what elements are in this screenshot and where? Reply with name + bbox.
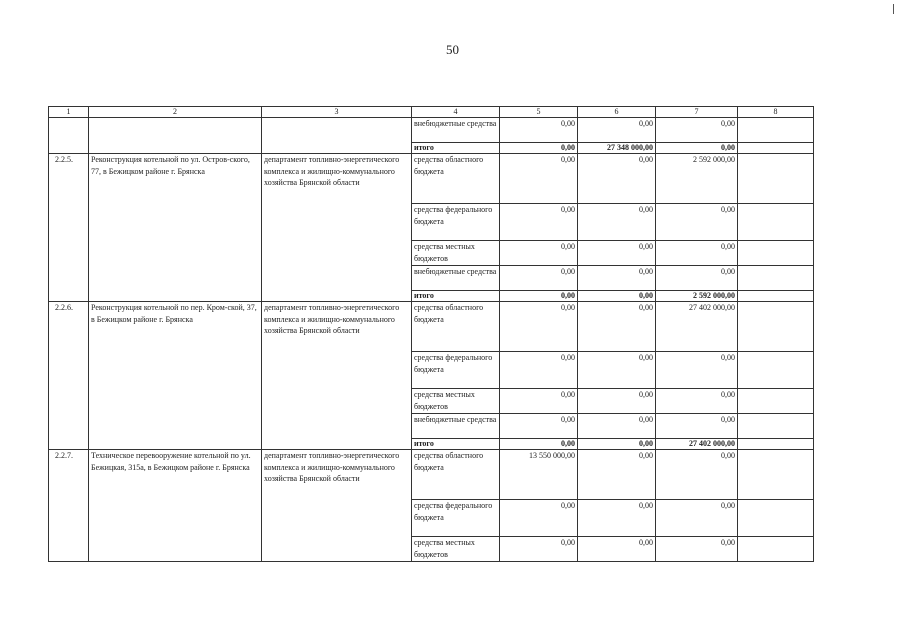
amount-cell-c7: 27 402 000,00: [656, 302, 738, 352]
amount-cell-c8: [738, 450, 814, 500]
source-cell: средства областного бюджета: [412, 450, 500, 500]
amount-cell-c8: [738, 266, 814, 291]
source-cell: средства местных бюджетов: [412, 537, 500, 562]
amount-cell-c6: 0,00: [578, 389, 656, 414]
item-name: Реконструкция котельной по ул. Остров-ского, 77, в Бежицком районе г. Брянска: [89, 154, 262, 302]
amount-cell-c5: 0,00: [500, 154, 578, 204]
amount-cell-c6: 0,00: [578, 154, 656, 204]
source-cell: средства федерального бюджета: [412, 352, 500, 389]
amount-cell-c7: 27 402 000,00: [656, 439, 738, 450]
funding-table: [48, 106, 814, 562]
amount-cell-c6: 0,00: [578, 118, 656, 143]
amount-cell-c5: 0,00: [500, 291, 578, 302]
header-cell: 1: [49, 107, 89, 118]
amount-cell-c7: 0,00: [656, 352, 738, 389]
amount-cell-c5: 0,00: [500, 204, 578, 241]
amount-cell-c5: 0,00: [500, 143, 578, 154]
amount-cell-c7: 0,00: [656, 500, 738, 537]
amount-cell-c7: 0,00: [656, 450, 738, 500]
amount-cell-c8: [738, 500, 814, 537]
amount-cell-c5: 0,00: [500, 266, 578, 291]
amount-cell-c7: 2 592 000,00: [656, 154, 738, 204]
amount-cell-c7: 0,00: [656, 389, 738, 414]
item-name: Техническое перевооружение котельной по ул. Бежицкая, 315а, в Бежицком районе г. Брянска: [89, 450, 262, 562]
source-cell: итого: [412, 143, 500, 154]
amount-cell-c6: 0,00: [578, 450, 656, 500]
source-cell: средства местных бюджетов: [412, 389, 500, 414]
amount-cell-c8: [738, 241, 814, 266]
amount-cell-c7: 0,00: [656, 204, 738, 241]
source-cell: средства местных бюджетов: [412, 241, 500, 266]
code-cell: [49, 118, 89, 154]
amount-cell-c7: 0,00: [656, 118, 738, 143]
header-cell: 2: [89, 107, 262, 118]
amount-cell-c8: [738, 118, 814, 143]
amount-cell-c8: [738, 537, 814, 562]
amount-cell-c8: [738, 389, 814, 414]
amount-cell-c6: 0,00: [578, 291, 656, 302]
header-cell: 6: [578, 107, 656, 118]
amount-cell-c6: 0,00: [578, 204, 656, 241]
amount-cell-c6: 0,00: [578, 500, 656, 537]
amount-cell-c7: 0,00: [656, 537, 738, 562]
table-body: [49, 107, 814, 562]
amount-cell-c6: 0,00: [578, 414, 656, 439]
amount-cell-c5: 0,00: [500, 389, 578, 414]
amount-cell-c5: 0,00: [500, 302, 578, 352]
amount-cell-c8: [738, 414, 814, 439]
header-cell: 4: [412, 107, 500, 118]
header-row: [49, 107, 814, 118]
header-cell: 7: [656, 107, 738, 118]
header-cell: 3: [262, 107, 412, 118]
table-row: [49, 154, 814, 204]
table-row: [49, 450, 814, 500]
table-row: [49, 302, 814, 352]
amount-cell-c7: 2 592 000,00: [656, 291, 738, 302]
name-cell: [89, 118, 262, 154]
amount-cell-c7: 0,00: [656, 143, 738, 154]
header-cell: 5: [500, 107, 578, 118]
amount-cell-c5: 0,00: [500, 241, 578, 266]
source-cell: внебюджетные средства: [412, 118, 500, 143]
item-code: 2.2.7.: [49, 450, 89, 562]
amount-cell-c6: 0,00: [578, 537, 656, 562]
amount-cell-c5: 0,00: [500, 352, 578, 389]
amount-cell-c5: 13 550 000,00: [500, 450, 578, 500]
source-cell: внебюджетные средства: [412, 266, 500, 291]
item-executor: департамент топливно-энергетического комплекса и жилищно-коммунального хозяйства Брянской области: [262, 302, 412, 450]
amount-cell-c5: 0,00: [500, 439, 578, 450]
amount-cell-c5: 0,00: [500, 414, 578, 439]
amount-cell-c8: [738, 154, 814, 204]
page-number: 50: [446, 42, 459, 57]
amount-cell-c5: 0,00: [500, 118, 578, 143]
amount-cell-c8: [738, 291, 814, 302]
amount-cell-c7: 0,00: [656, 241, 738, 266]
amount-cell-c6: 0,00: [578, 241, 656, 266]
header-cell: 8: [738, 107, 814, 118]
item-code: 2.2.6.: [49, 302, 89, 450]
amount-cell-c6: 0,00: [578, 266, 656, 291]
amount-cell-c6: 0,00: [578, 439, 656, 450]
amount-cell-c8: [738, 439, 814, 450]
item-executor: департамент топливно-энергетического комплекса и жилищно-коммунального хозяйства Брянской области: [262, 450, 412, 562]
amount-cell-c7: 0,00: [656, 266, 738, 291]
amount-cell-c6: 0,00: [578, 352, 656, 389]
table-row: [49, 118, 814, 143]
item-code: 2.2.5.: [49, 154, 89, 302]
item-executor: департамент топливно-энергетического комплекса и жилищно-коммунального хозяйства Брянской области: [262, 154, 412, 302]
amount-cell-c5: 0,00: [500, 500, 578, 537]
source-cell: средства областного бюджета: [412, 302, 500, 352]
source-cell: средства федерального бюджета: [412, 204, 500, 241]
amount-cell-c6: 27 348 000,00: [578, 143, 656, 154]
edge-mark: [893, 4, 894, 14]
item-name: Реконструкция котельной по пер. Кром-ской, 37, в Бежицком районе г. Брянска: [89, 302, 262, 450]
amount-cell-c8: [738, 352, 814, 389]
amount-cell-c7: 0,00: [656, 414, 738, 439]
source-cell: итого: [412, 291, 500, 302]
executor-cell: [262, 118, 412, 154]
source-cell: внебюджетные средства: [412, 414, 500, 439]
amount-cell-c6: 0,00: [578, 302, 656, 352]
amount-cell-c8: [738, 204, 814, 241]
source-cell: средства федерального бюджета: [412, 500, 500, 537]
amount-cell-c8: [738, 302, 814, 352]
amount-cell-c8: [738, 143, 814, 154]
source-cell: итого: [412, 439, 500, 450]
source-cell: средства областного бюджета: [412, 154, 500, 204]
amount-cell-c5: 0,00: [500, 537, 578, 562]
